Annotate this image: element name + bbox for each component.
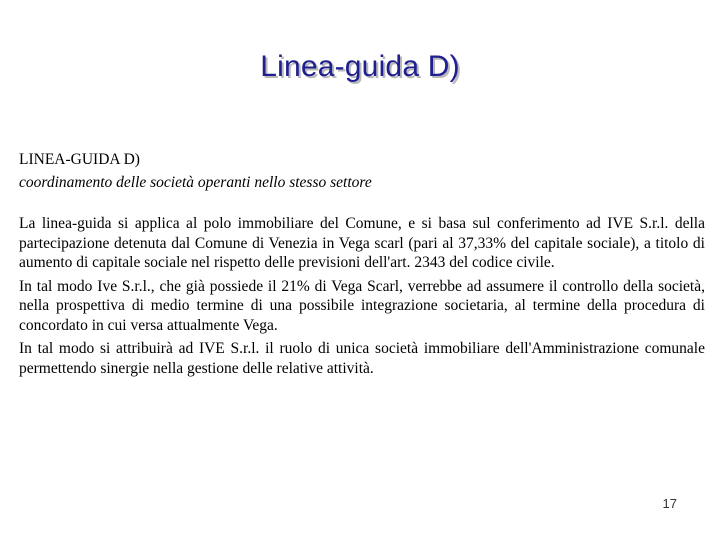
slide-title: Linea-guida D): [260, 50, 460, 83]
page-number: 17: [662, 496, 677, 511]
document-excerpt: [19, 150, 705, 378]
document-paragraph-3: In tal modo si attribuirà ad IVE S.r.l. il ruolo di unica società immobiliare dell'Amministrazione comunale permettendo sinergie nella gestione delle relative attività.: [19, 340, 705, 377]
document-paragraph-1: La linea-guida si applica al polo immobiliare del Comune, e si basa sul conferimento ad IVE S.r.l. della partecipazione detenuta dal Comune di Venezia in Vega scarl (pari al 37,33% del capitale sociale), a titolo di aumento di capitale sociale nel rispetto delle previsioni dell'art. 2343 del codice civile.: [19, 215, 705, 271]
document-subtitle: coordinamento delle società operanti nello stesso settore: [19, 174, 372, 191]
document-paragraph-2: In tal modo Ive S.r.l., che già possiede il 21% di Vega Scarl, verrebbe ad assumere il controllo della società, nella prospettiva di medio termine di una possibile integrazione societaria, al termine della procedura di concordato in cui versa attualmente Vega.: [19, 277, 705, 334]
document-heading: LINEA-GUIDA D): [19, 151, 140, 168]
